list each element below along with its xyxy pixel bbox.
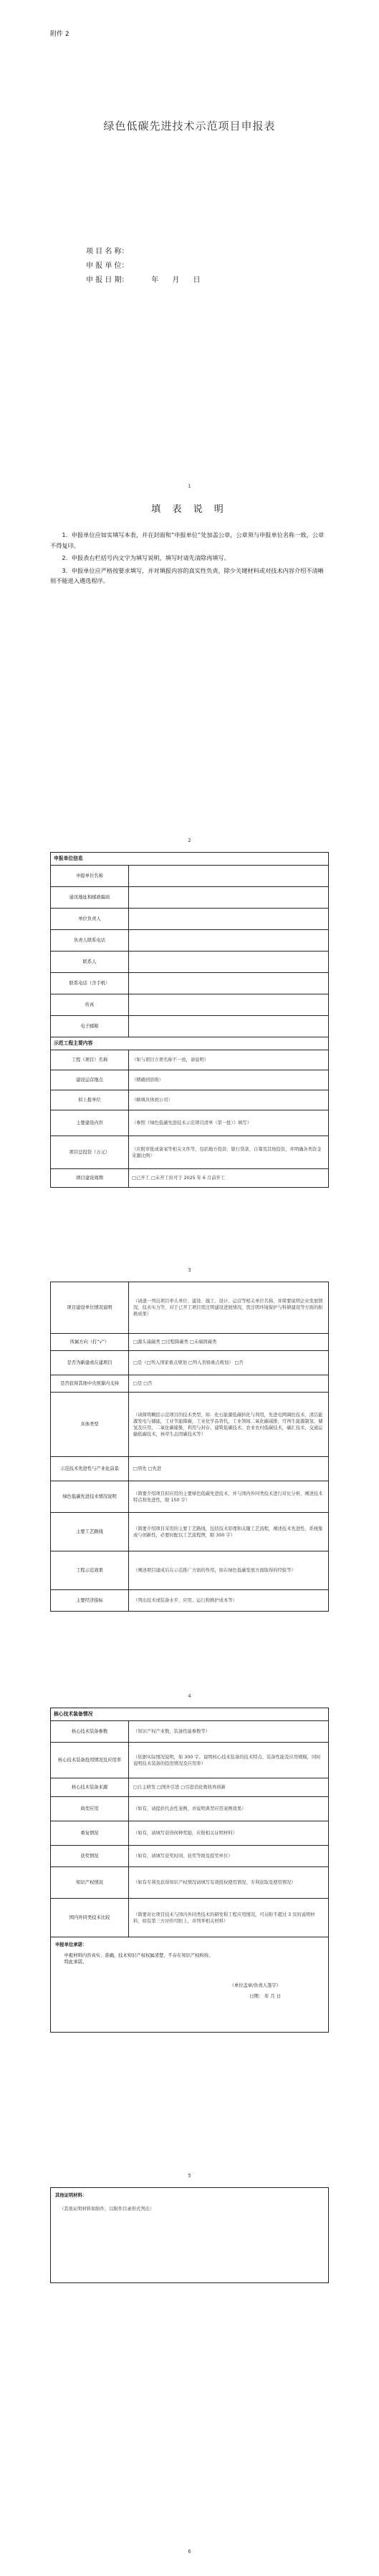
row-value[interactable]: □源头减碳类 □过程降碳类 □末端固碳类 [129, 1334, 329, 1351]
row-value[interactable] [129, 909, 329, 930]
row-value[interactable]: （精确到县级） [129, 1070, 329, 1090]
row-value[interactable]: （简要对比项目技术与国内外同类技术的研发和工程应用情况，可另附不超过 3 页的说明材料，如有第三方评价可附上，并列举相关材料） [129, 1899, 329, 1937]
row-label: 是否获得其他中央预算内支持 [51, 1375, 129, 1393]
row-value[interactable]: □领先 □先进 [129, 1457, 329, 1481]
row-label: 主要经济指标 [51, 1590, 129, 1612]
row-label: 建设运营地点 [51, 1070, 129, 1090]
row-label: 核心技术装备来源 [51, 1778, 129, 1797]
row-label: 主要工艺路线 [51, 1513, 129, 1551]
row-value[interactable] [129, 930, 329, 952]
row-label: 联系电话（含手机） [51, 973, 129, 994]
row-label: 是否为新建或在建项目 [51, 1351, 129, 1375]
guide-item: 1．申报单位应如实填写本表，并在封面和“申报单位”处加盖公章，公章须与申报单位名称一致，公章不得复印。 [50, 531, 325, 549]
sign-date: 日期： 年 月 日 [249, 1994, 281, 1999]
row-label: 联系人 [51, 952, 129, 973]
attachment-label: 附件 2 [50, 31, 69, 38]
guide-item: 2．申报表右栏括号内文字为填写说明，填写时请先清除再填写。 [62, 554, 230, 561]
row-label: 国内外同类技术比较 [51, 1899, 129, 1937]
section-project: 示范工程主要内容 [51, 1037, 329, 1050]
page-number: 5 [188, 2173, 191, 2179]
row-label: 传真 [51, 994, 129, 1016]
other-materials-heading: 其他证明材料： [55, 2193, 87, 2198]
other-materials-table [50, 2187, 329, 2283]
row-value[interactable] [129, 1016, 329, 1037]
other-materials-note: （其他证明材料如附件，以附件目录形式列出） [59, 2207, 155, 2212]
row-value[interactable] [129, 952, 329, 973]
row-value[interactable]: （如有，请填写获奖时间、获奖等级及授奖单位） [129, 1846, 329, 1867]
other-materials-cell[interactable] [51, 2188, 329, 2283]
row-value[interactable]: □已开工 □未开工但可于 2025 年 6 月前开工 [129, 1169, 329, 1188]
stamp-label: （单位盖章/负责人签字） [229, 1983, 281, 1988]
page-number: 1 [188, 483, 191, 489]
row-value[interactable]: （参照《绿色低碳先进技术示范项目清单（第一批）》填写） [129, 1110, 329, 1136]
row-label: 核心技术装备参数 [51, 1721, 129, 1743]
row-value[interactable]: （简要介绍项目拟应用的主要绿色低碳先进技术，并与国内外同类技术进行对比分析，阐述技术特点和先进性，限 150 字） [129, 1481, 329, 1513]
section-applicant: 申报单位信息 [51, 853, 329, 866]
applicant-field: 申 报 单 位： [86, 262, 129, 270]
page-number: 4 [188, 1693, 191, 1699]
commitment-text: 申报材料内容真实、准确，技术知识产权权属清楚，不存在知识产权纠纷。 [64, 1953, 214, 1958]
row-label: 所属方向（打“√”） [51, 1334, 129, 1351]
row-value[interactable]: （请逐一列出项目牵头单位、建设、施工、设计、运营等相关单位名称，并简要说明企业发展情况、技术实力等，对于已开工项目需注明建设进展情况，需注明环境保护与科研建设等方面的积极成果） [129, 1282, 329, 1334]
commitment-heading: 申报单位承诺： [55, 1942, 87, 1947]
row-label: 核心技术装备投用情况及应用率 [51, 1743, 129, 1778]
page-number: 6 [188, 2549, 191, 2555]
row-label: 典型应用 [51, 1797, 129, 1821]
form-title: 绿色低碳先进技术示范项目申报表 [103, 120, 276, 132]
page-number: 2 [188, 838, 191, 843]
row-value[interactable]: （请简明概括示范项目的技术类型，如：化石能源低碳转化与利用，先进电网调控技术，清洁能源发电与储能，工业节能降碳，工业化学品替代，工业领域二氧化碳减排，可再生能源制氢、储氢及应用，二氧化碳捕集、利用与封存，建筑低碳技术，农业农村低碳技术，碳汇技术，交通运输低碳技术，林草生态固碳技术等） [129, 1393, 329, 1457]
row-label: 工程（项目）名称 [51, 1050, 129, 1070]
commitment-text-2: 特此承诺。 [64, 1960, 87, 1965]
cover-fields [86, 245, 200, 288]
row-value[interactable] [129, 887, 329, 909]
row-value[interactable]: （应附审批或备案等相关文件等，包括地方投资、银行贷款、自筹及其他投资，并明确各类资金来源比例） [129, 1136, 329, 1169]
commitment-cell [51, 1937, 329, 2033]
row-value[interactable]: （依据实际情况说明，如 300 字。说明核心技术装备的技术特点、装备性能及应用规模，同时说明技术装备的投用情况及应用率） [129, 1743, 329, 1778]
page-number: 3 [188, 1267, 191, 1273]
row-value[interactable]: （如有，请填写获得何种奖励，应附相关证明材料） [129, 1821, 329, 1846]
row-label: 单位负责人 [51, 909, 129, 930]
row-label: 具体类型 [51, 1393, 129, 1457]
row-label: 项目建设单位情况说明 [51, 1282, 129, 1334]
date-field: 申 报 日 期： 年 月 日 [86, 276, 201, 284]
row-value[interactable]: （阐述项目建成后在示范推广方面的作用，如在绿色低碳发展方面取得的经验等） [129, 1551, 329, 1590]
guide-title: 填 表 说 明 [151, 504, 228, 515]
row-value[interactable]: □自主研发 □国外引进 □引进消化吸收再创新 [129, 1778, 329, 1797]
row-label: 拟上报单位 [51, 1090, 129, 1110]
project-detail-table [50, 1282, 329, 1612]
row-label: 示范技术先进性与产业化前景 [51, 1457, 129, 1481]
row-label: 电子邮箱 [51, 1016, 129, 1037]
guide-item: 3．申报单位应严格按要求填写，并对填报内容的真实性负责，除少关键材料或对技术内容介绍不清晰则不能进入遴选程序。 [50, 566, 324, 584]
row-label: 获奖情况 [51, 1846, 129, 1867]
row-label: 项目建设周期 [51, 1169, 129, 1188]
row-label: 工程示范效果 [51, 1551, 129, 1590]
row-value[interactable] [129, 994, 329, 1016]
row-label: 主要建设内容 [51, 1110, 129, 1136]
row-value[interactable] [129, 973, 329, 994]
row-value[interactable]: （如与项目立项名称不一致，请说明） [129, 1050, 329, 1070]
row-label: 项目总投资（万元） [51, 1136, 129, 1169]
row-value[interactable]: （简要介绍项目采用的主要工艺路线，包括技术原理和关键工艺流程，阐述技术先进性、系统集成与创新性，必要时配以工艺流程图，限 300 字） [129, 1513, 329, 1551]
row-label: 重复情况 [51, 1821, 129, 1846]
row-label: 绿色低碳先进技术情况说明 [51, 1481, 129, 1513]
row-value[interactable]: （如有专利及获得知识产权情况请填写有效授权使用情况，专利获取及使用情况） [129, 1867, 329, 1899]
row-label: 知识产权情况 [51, 1867, 129, 1899]
row-value[interactable]: （略填具体到公司） [129, 1090, 329, 1110]
row-value[interactable] [129, 866, 329, 887]
row-label: 申报单位名称 [51, 866, 129, 887]
row-value[interactable]: （如有，请提供代表性案例，并说明典型应用案例效果） [129, 1797, 329, 1821]
row-value[interactable]: □是（□列入国家重点规划 □列入省级重点规划） □否 [129, 1351, 329, 1375]
row-value[interactable]: □是 □否 [129, 1375, 329, 1393]
section-core: 核心技术装备情况 [51, 1708, 329, 1721]
row-value[interactable]: （列出技术或装备水平、应用、运行和维护成本等） [129, 1590, 329, 1612]
core-tech-table [50, 1708, 329, 2033]
project-name-field: 项 目 名 称： [86, 248, 129, 256]
row-value[interactable]: （知识产权产业数、装备性能参数等） [129, 1721, 329, 1743]
row-label: 负责人联系电话 [51, 930, 129, 952]
row-label: 通讯地址和邮政编码 [51, 887, 129, 909]
applicant-table [50, 852, 329, 1188]
guide-body [50, 530, 326, 589]
